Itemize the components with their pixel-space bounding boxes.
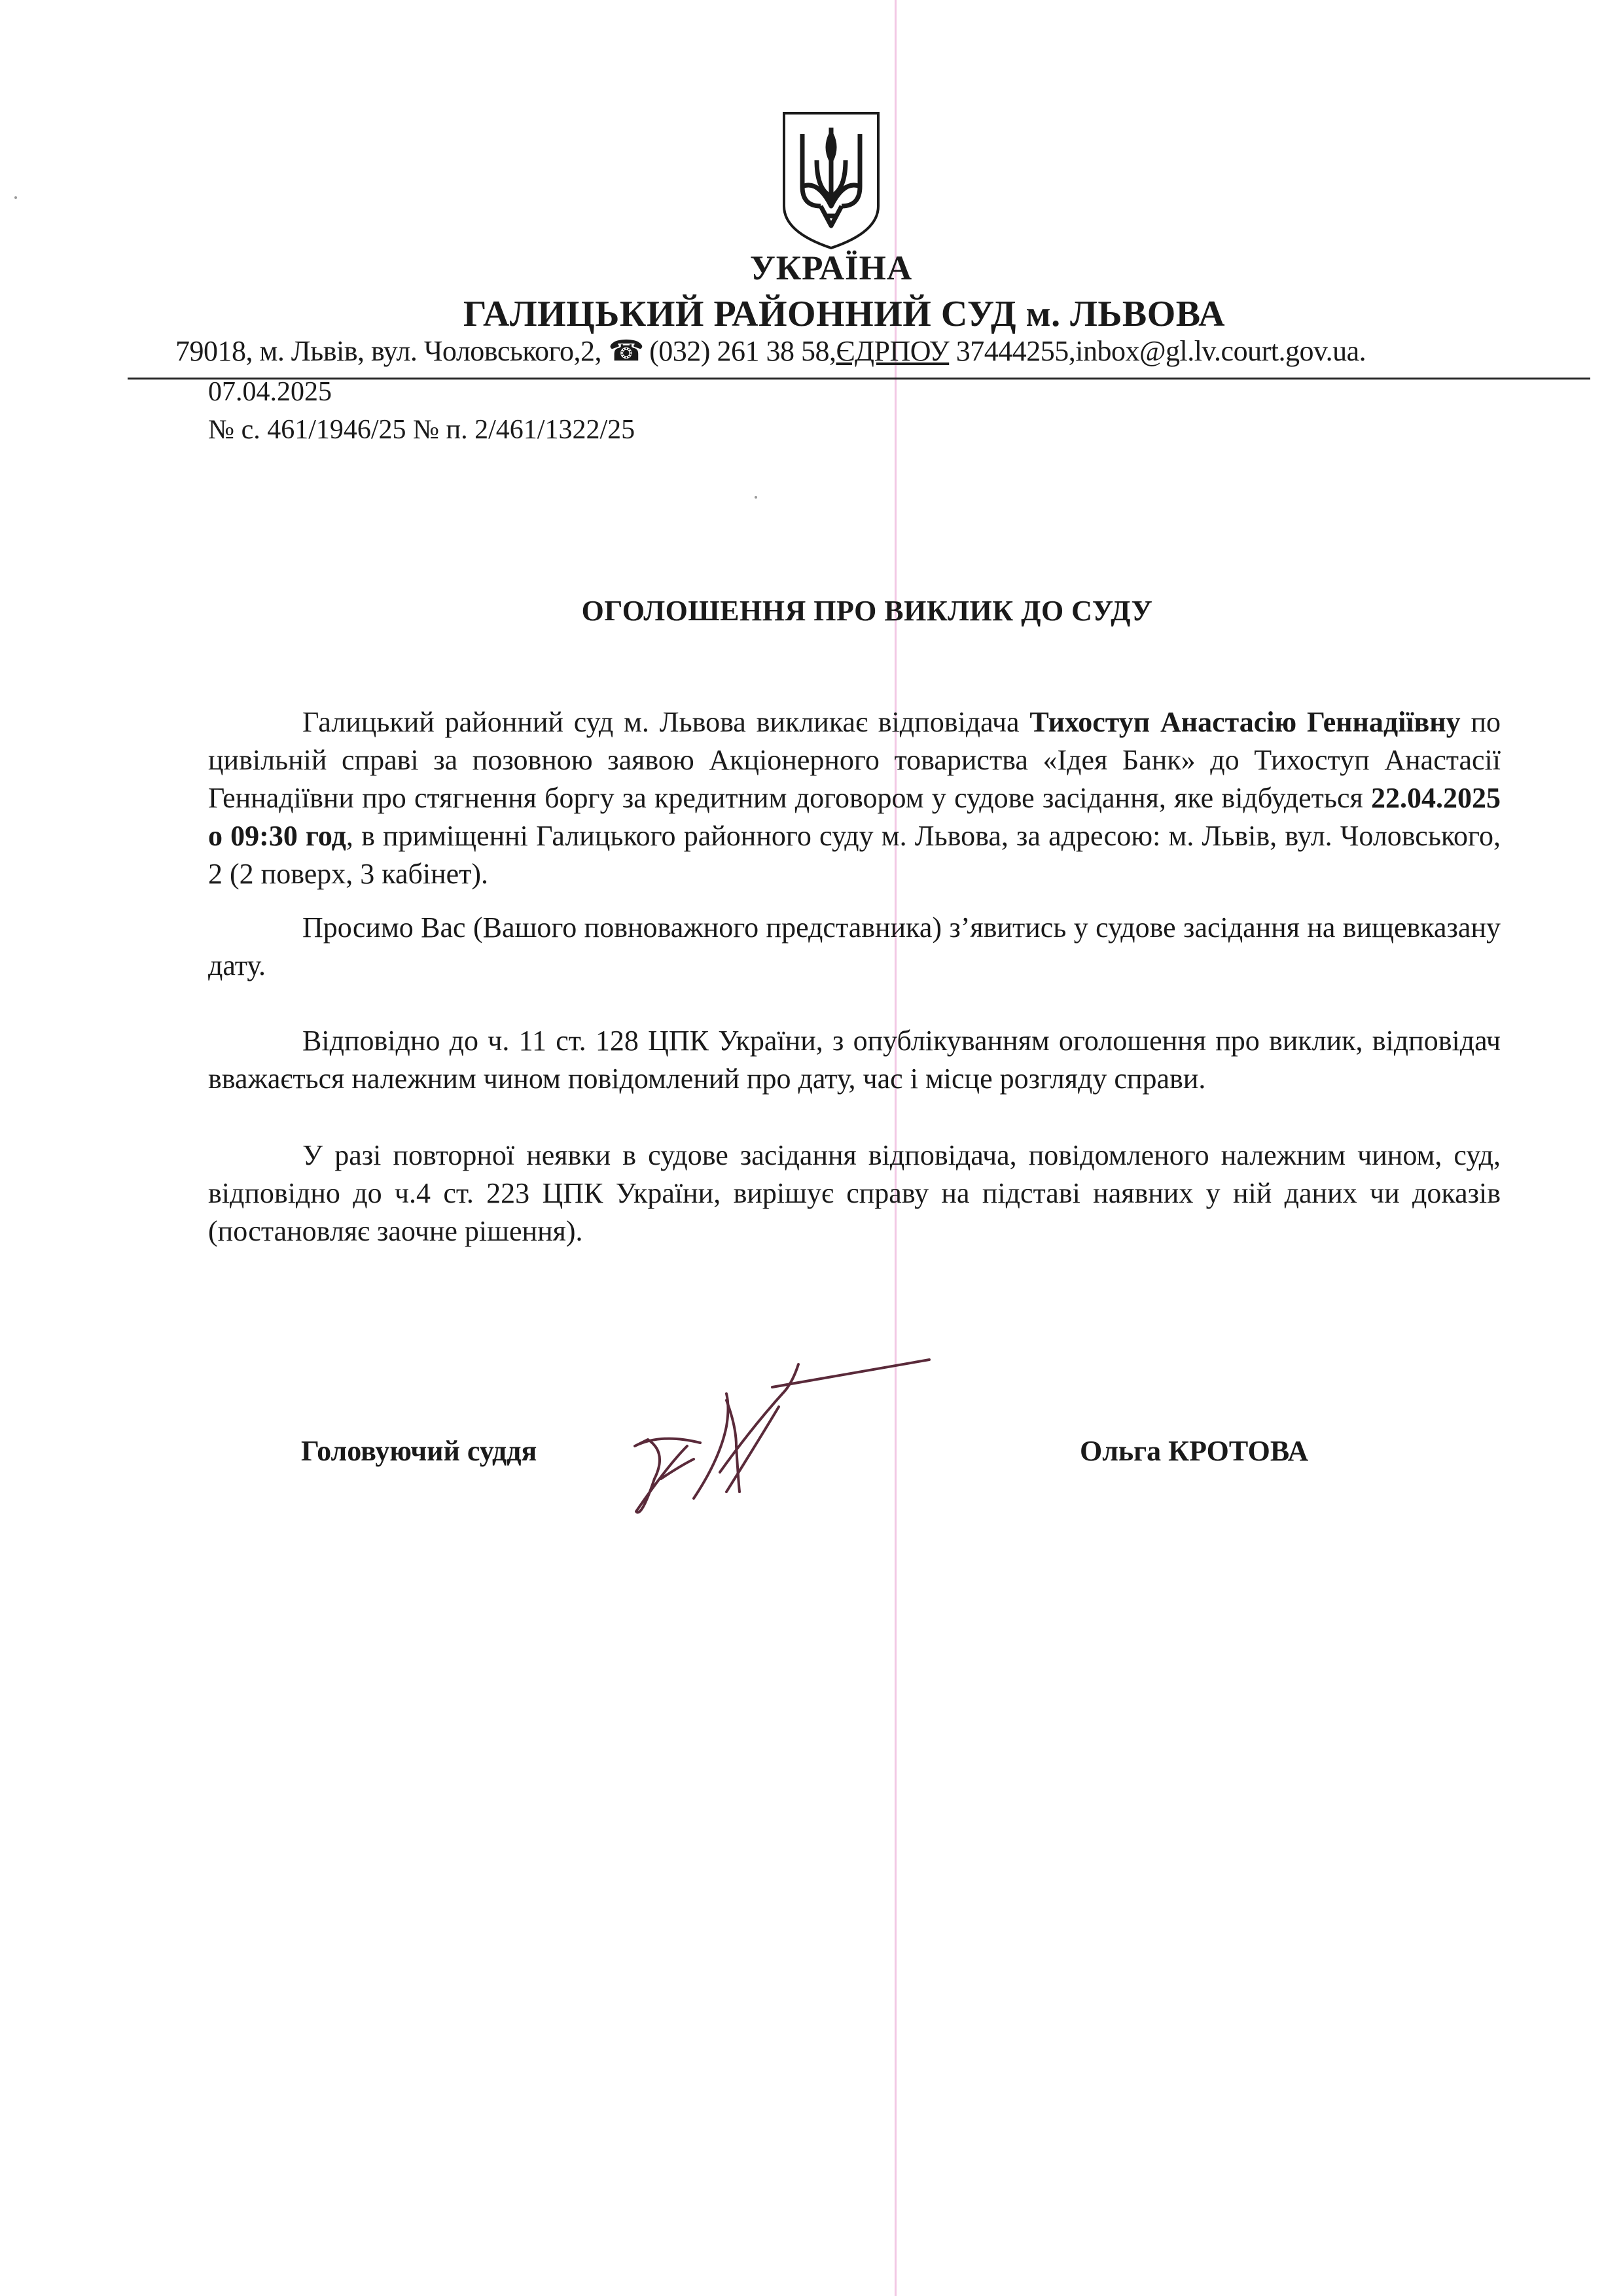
notice-title: ОГОЛОШЕННЯ ПРО ВИКЛИК ДО СУДУ (581, 595, 1153, 627)
signer-role: Головуючий суддя (301, 1435, 537, 1467)
notice-paragraph-default: У разі повторної неявки в судове засідання відповідача, повідомленого належним чином, суд, відповідно до ч.4 ст. 223 ЦПК України, вирішує справу на підставі наявних у ній даних чи доказів (постановляє заочне рішення). (208, 1139, 1501, 1247)
notice-paragraph-summons (208, 703, 1501, 893)
country-title: УКРАЇНА (749, 249, 913, 287)
summons-text-middle: по цивільній справі за позовною заявою Акціонерного товариства «Ідея Банк» до Тихоступ Анастасії Геннадіївни про стягнення боргу за кредитним договором у судове засідання, яке відбудеться (208, 706, 1501, 814)
defendant-name: Тихоступ Анастасію Геннадіївну (1029, 706, 1461, 738)
document-date: 07.04.2025 (208, 377, 332, 407)
hearing-datetime: 22.04.2025 о 09:30 год (208, 782, 1501, 852)
handwritten-signature (622, 1328, 936, 1525)
notice-paragraph-legal-basis: Відповідно до ч. 11 ст. 128 ЦПК України, з опублікуванням оголошення про виклик, відповідач вважається належним чином повідомлений про дату, час і місце розгляду справи. (208, 1025, 1501, 1095)
court-contacts (175, 334, 1366, 368)
summons-text-end: , в приміщенні Галицького районного суду м. Львова, за адресою: м. Львів, вул. Чоловського, 2 (2 поверх, 3 кабінет). (208, 820, 1501, 890)
signer-name: Ольга КРОТОВА (1080, 1435, 1309, 1467)
edrpou-and-email: 37444255,inbox@gl.lv.court.gov.ua. (949, 335, 1366, 367)
phone-icon: ☎ (608, 335, 644, 367)
court-name: ГАЛИЦЬКИЙ РАЙОННИЙ СУД м. ЛЬВОВА (463, 294, 1226, 334)
scan-speck (14, 196, 17, 199)
scan-speck (755, 496, 757, 499)
summons-text-start: Галицький районний суд м. Львова викликає відповідача (302, 706, 1030, 738)
edrpou-label: ЄДРПОУ (836, 335, 950, 367)
coat-of-arms-icon (779, 108, 883, 252)
notice-paragraph-request: Просимо Вас (Вашого повноважного представника) з’явитись у судове засідання на вищевказану дату. (208, 911, 1501, 981)
case-number: № с. 461/1946/25 № п. 2/461/1322/25 (208, 415, 635, 445)
court-address: 79018, м. Львів, вул. Чоловського,2, (175, 335, 609, 367)
header-rule (128, 378, 1590, 380)
court-phone: (032) 261 38 58, (649, 335, 836, 367)
